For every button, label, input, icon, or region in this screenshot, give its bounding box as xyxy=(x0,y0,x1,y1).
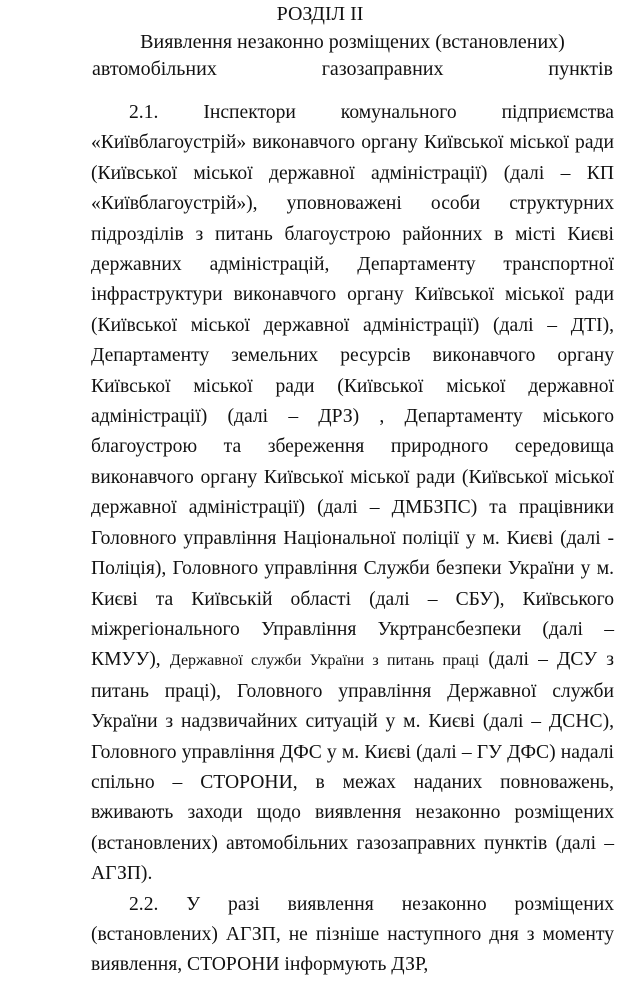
section-subtitle xyxy=(92,29,613,83)
section-subtitle-line1: Виявлення незаконно розміщених (встановлених) xyxy=(140,31,565,53)
section-subtitle-line2: автомобільних газозаправних пунктів xyxy=(92,58,613,80)
document-body xyxy=(91,98,614,981)
paragraph-2-1-text: 2.1. Інспектори комунального підприємства «Київблагоустрій» виконавчого органу Київської міської ради (Київської міської державної адміністрації) (далі – КП «Київблагоустрій»), уповноважені особи структурних підрозділів з питань благоустрою районних в місті Києві державних адміністрацій, Департаменту транспортної інфраструктури виконавчого органу Київської міської ради (Київської міської державної адміністрації) (далі – ДТІ), Департаменту земельних ресурсів виконавчого органу Київської міської ради (Київської міської державної адміністрації) (далі – ДРЗ) , Департаменту міського благоустрою та збереження природного середовища виконавчого органу Київської міської ради (Київської міської державної адміністрації) (далі – ДМБЗПС) та працівники Головного управління Національної поліції у м. Києві (далі - Поліція), Головного управління Служби безпеки України у м. Києві та Київській області (далі – СБУ), Київського міжрегіонального Управління Укртрансбезпеки (далі – КМУУ), xyxy=(91,102,614,671)
paragraph-2-1 xyxy=(91,98,614,890)
paragraph-2-1-text-continued: (далі – ДСУ з питань праці), Головного управління Державної служби України з надзвичайних ситуацій у м. Києві (далі – ДСНС), Головного управління ДФС у м. Києві (далі – ГУ ДФС) надалі спільно – СТОРОНИ, в межах наданих повноважень, вживають заходи щодо виявлення незаконно розміщених (встановлених) автомобільних газозаправних пунктів (далі – АГЗП). xyxy=(91,649,614,885)
paragraph-2-2: 2.2. У разі виявлення незаконно розміщених (встановлених) АГЗП, не пізніше наступного дня з моменту виявлення, СТОРОНИ інформують ДЗР, xyxy=(91,893,614,976)
section-title: РОЗДІЛ ІІ xyxy=(276,3,364,25)
paragraph-2-1-small-text: Державної служби України з питань праці xyxy=(169,652,480,670)
